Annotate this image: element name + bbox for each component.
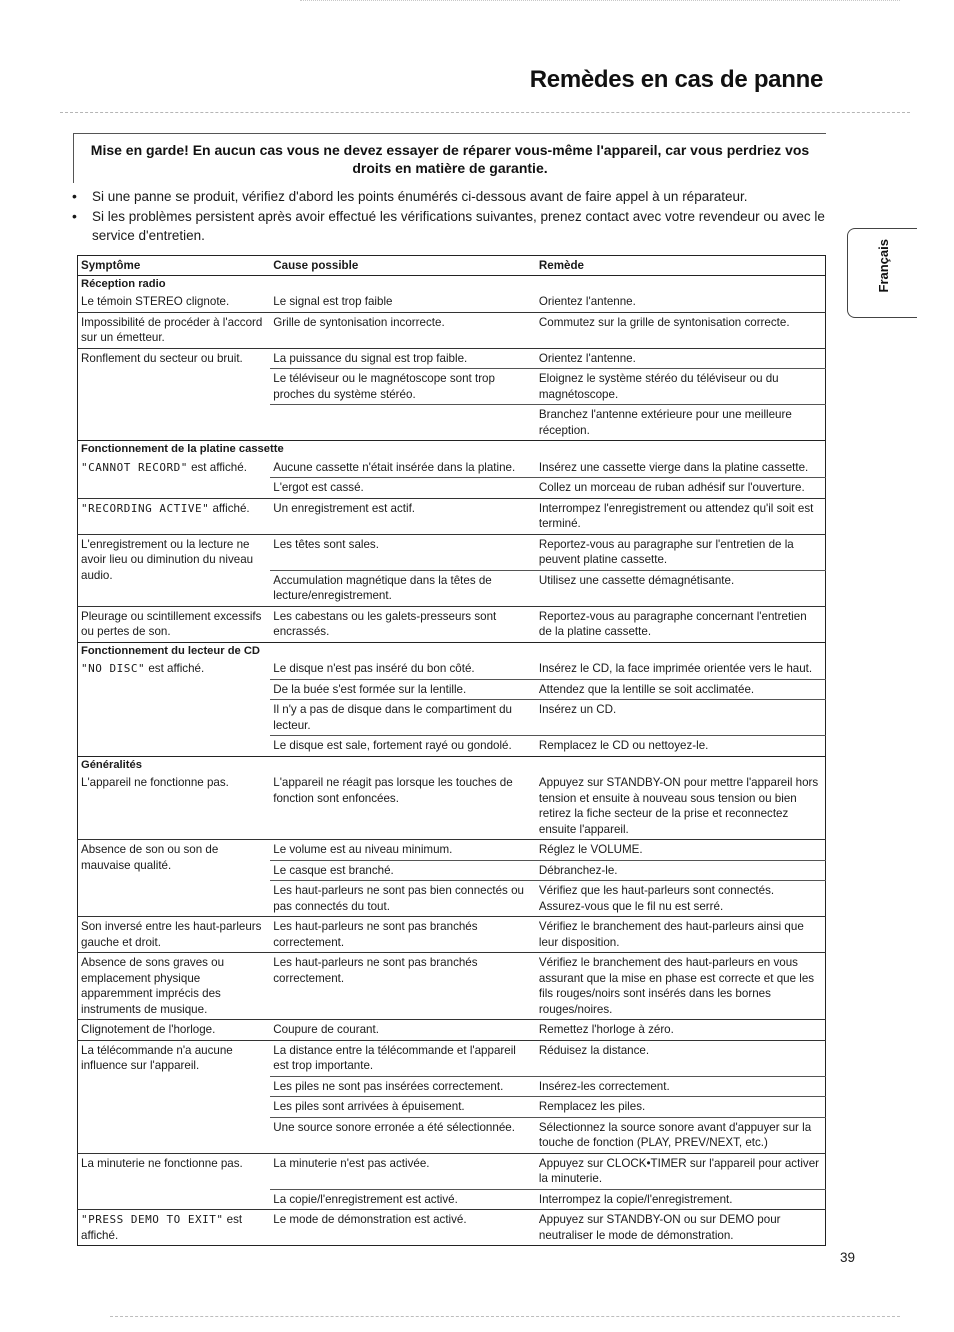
table-row	[78, 292, 826, 312]
cause-cell: Les piles ne sont pas insérées correctement.	[270, 1076, 536, 1097]
symptom-cell	[78, 1020, 271, 1041]
table-row	[78, 917, 826, 953]
display-message: "RECORDING ACTIVE"	[81, 501, 210, 515]
symptom-text: Absence de sons graves ou emplacement physique apparemment imprécis des instruments de musique.	[81, 956, 225, 1016]
table-body	[78, 275, 826, 1246]
cause-cell: Les haut-parleurs ne sont pas bien connectés ou pas connectés du tout.	[270, 881, 536, 917]
table-row	[78, 1153, 826, 1189]
table-row	[78, 1210, 826, 1246]
divider	[60, 112, 910, 113]
table-header-row	[78, 256, 826, 276]
remedy-cell: Réglez le VOLUME.	[536, 840, 826, 861]
remedy-cell: Appuyez sur STANDBY-ON pour mettre l'appareil hors tension et ensuite à nouveau sous tension ou bien retirez la fiche secteur de la prise et reconnectez ensuite l'appareil.	[538, 776, 819, 836]
divider	[110, 1316, 900, 1317]
cause-cell: Le mode de démonstration est activé.	[270, 1210, 536, 1246]
remedy-cell: Vérifiez que les haut-parleurs sont connectés. Assurez-vous que le fil nu est serré.	[536, 881, 826, 917]
remedy-cell: Branchez l'antenne extérieure pour une meilleure réception.	[536, 405, 826, 441]
cause-cell: Le signal est trop faible	[273, 295, 393, 308]
symptom-text: La minuterie ne fonctionne pas.	[81, 1156, 243, 1170]
remedy-cell: Attendez que la lentille se soit acclimatée.	[536, 679, 826, 700]
remedy-cell: Reportez-vous au paragraphe sur l'entretien de la peuvent platine cassette.	[536, 534, 826, 570]
cause-cell: Grille de syntonisation incorrecte.	[270, 312, 536, 348]
table-row	[78, 534, 826, 570]
section-row	[78, 275, 826, 292]
symptom-cell	[78, 1153, 271, 1210]
table-row	[78, 312, 826, 348]
symptom-cell	[78, 773, 271, 840]
symptom-text: L'enregistrement ou la lecture ne avoir lieu ou diminution du niveau audio.	[81, 537, 254, 582]
symptom-cell	[78, 1210, 271, 1246]
bullet-icon: •	[72, 208, 77, 224]
remedy-cell: Vérifiez le branchement des haut-parleurs ainsi que leur disposition.	[536, 917, 826, 953]
symptom-cell	[78, 659, 271, 756]
cause-cell	[270, 405, 536, 441]
scan-artifact	[300, 0, 900, 10]
remedy-cell: Remplacez les piles.	[536, 1097, 826, 1118]
table-row	[78, 1020, 826, 1041]
symptom-cell	[78, 312, 271, 348]
remedy-cell: Orientez l'antenne.	[538, 295, 636, 308]
cause-cell: L'appareil ne réagit pas lorsque les touches de fonction sont enfoncées.	[273, 776, 513, 805]
symptom-text: Impossibilité de procéder à l'accord sur un émetteur.	[81, 315, 263, 344]
symptom-text: Pleurage ou scintillement excessifs ou pertes de son.	[81, 609, 262, 638]
symptom-text: La télécommande n'a aucune influence sur l'appareil.	[81, 1043, 233, 1072]
remedy-cell: Vérifiez le branchement des haut-parleurs en vous assurant que la mise en phase est correcte et que les fils rouges/noirs sont insérés dans les bornes rouges/noires.	[536, 953, 826, 1020]
troubleshooting-table	[77, 255, 826, 1246]
symptom-text: Ronflement du secteur ou bruit.	[81, 351, 243, 365]
symptom-cell	[78, 917, 271, 953]
symptom-cell	[78, 953, 271, 1020]
symptom-cell	[78, 840, 271, 917]
section-row	[78, 441, 826, 458]
cause-cell: Le disque est sale, fortement rayé ou gondolé.	[270, 736, 536, 757]
table-row	[78, 1040, 826, 1076]
cause-cell: Les haut-parleurs ne sont pas branchés correctement.	[270, 953, 536, 1020]
cause-cell: Une source sonore erronée a été sélectionnée.	[270, 1117, 536, 1153]
symptom-cell	[78, 1040, 271, 1153]
header-remedy: Remède	[536, 256, 826, 276]
table-row	[78, 953, 826, 1020]
table-row	[78, 840, 826, 861]
remedy-cell: Remplacez le CD ou nettoyez-le.	[536, 736, 826, 757]
symptom-text: Le témoin STEREO clignote.	[81, 295, 230, 308]
cause-cell: Coupure de courant.	[270, 1020, 536, 1041]
cause-cell: Aucune cassette n'était insérée dans la platine.	[273, 460, 516, 474]
table-row	[78, 659, 826, 679]
display-message: "NO DISC"	[81, 662, 146, 675]
table-row	[78, 458, 826, 478]
display-message: "CANNOT RECORD"	[81, 460, 188, 474]
header-symptom: Symptôme	[78, 256, 271, 276]
remedy-cell: Réduisez la distance.	[536, 1040, 826, 1076]
symptom-cell	[78, 292, 271, 312]
symptom-cell	[78, 534, 271, 606]
bullet-text: Si les problèmes persistent après avoir effectué les vérifications suivantes, prenez contact avec votre revendeur ou avec le service d'entretien.	[92, 209, 825, 243]
symptom-text: est affiché.	[187, 460, 247, 474]
symptom-text: affiché.	[209, 501, 250, 515]
remedy-cell: Appuyez sur STANDBY-ON ou sur DEMO pour neutraliser le mode de démonstration.	[536, 1210, 826, 1246]
remedy-cell: Insérez une cassette vierge dans la platine cassette.	[538, 460, 809, 474]
symptom-text: est affiché.	[145, 662, 205, 675]
remedy-cell: Débranchez-le.	[536, 860, 826, 881]
cause-cell: Le volume est au niveau minimum.	[270, 840, 536, 861]
page-number: 39	[840, 1250, 856, 1265]
language-label: Français	[876, 239, 891, 293]
symptom-cell	[78, 498, 271, 534]
cause-cell: Accumulation magnétique dans la têtes de lecture/enregistrement.	[270, 570, 536, 606]
symptom-cell	[78, 348, 271, 441]
cause-cell: La puissance du signal est trop faible.	[270, 348, 536, 369]
cause-cell: Les haut-parleurs ne sont pas branchés correctement.	[270, 917, 536, 953]
remedy-cell: Orientez l'antenne.	[536, 348, 826, 369]
remedy-cell: Commutez sur la grille de syntonisation correcte.	[536, 312, 826, 348]
table-row	[78, 498, 826, 534]
remedy-cell: Interrompez la copie/l'enregistrement.	[536, 1189, 826, 1210]
table-row	[78, 348, 826, 369]
bullet-list	[70, 187, 830, 246]
remedy-cell: Insérez le CD, la face imprimée orientée vers le haut.	[538, 662, 813, 675]
remedy-cell: Sélectionnez la source sonore avant d'appuyer sur la touche de fonction (PLAY, PREV/NEXT, etc.)	[536, 1117, 826, 1153]
cause-cell: La copie/l'enregistrement est activé.	[270, 1189, 536, 1210]
bullet-icon: •	[72, 188, 77, 204]
symptom-text: Son inversé entre les haut-parleurs gauche et droit.	[81, 920, 262, 949]
cause-cell: De la buée s'est formée sur la lentille.	[270, 679, 536, 700]
symptom-cell	[78, 606, 271, 642]
remedy-cell: Insérez-les correctement.	[536, 1076, 826, 1097]
section-title: Fonctionnement du lecteur de CD	[78, 642, 826, 659]
cause-cell: La distance entre la télécommande et l'appareil est trop importante.	[270, 1040, 536, 1076]
symptom-text: Clignotement de l'horloge.	[81, 1023, 216, 1036]
section-title: Fonctionnement de la platine cassette	[78, 441, 826, 458]
cause-cell: Le téléviseur ou le magnétoscope sont trop proches du système stéréo.	[270, 369, 536, 405]
header-cause: Cause possible	[270, 256, 536, 276]
section-title: Réception radio	[78, 275, 826, 292]
symptom-text: L'appareil ne fonctionne pas.	[81, 776, 229, 789]
remedy-cell: Collez un morceau de ruban adhésif sur l'ouverture.	[536, 478, 826, 499]
symptom-text: est affiché.	[81, 1213, 243, 1242]
symptom-text: Absence de son ou son de mauvaise qualité.	[81, 843, 219, 872]
section-row	[78, 642, 826, 659]
warning-text: Mise en garde! En aucun cas vous ne devez essayer de réparer vous-même l'appareil, car vous perdriez vos droits en matière de garantie.	[90, 142, 810, 176]
section-row	[78, 756, 826, 773]
remedy-cell: Insérez un CD.	[536, 700, 826, 736]
page-title: Remèdes en cas de panne	[529, 66, 823, 93]
language-tab	[847, 228, 917, 318]
cause-cell: L'ergot est cassé.	[270, 478, 536, 499]
cause-cell: Le casque est branché.	[270, 860, 536, 881]
remedy-cell: Eloignez le système stéréo du téléviseur ou du magnétoscope.	[536, 369, 826, 405]
remedy-cell: Utilisez une cassette démagnétisante.	[536, 570, 826, 606]
remedy-cell: Interrompez l'enregistrement ou attendez qu'il soit est terminé.	[536, 498, 826, 534]
cause-cell: Un enregistrement est actif.	[270, 498, 536, 534]
display-message: "PRESS DEMO TO EXIT"	[81, 1213, 224, 1226]
cause-cell: Les piles sont arrivées à épuisement.	[270, 1097, 536, 1118]
cause-cell: La minuterie n'est pas activée.	[270, 1153, 536, 1189]
cause-cell: Le disque n'est pas inséré du bon côté.	[273, 662, 475, 675]
bullet-text: Si une panne se produit, vérifiez d'abord les points énumérés ci-dessous avant de faire appel à un réparateur.	[92, 189, 748, 204]
remedy-cell: Appuyez sur CLOCK•TIMER sur l'appareil pour activer la minuterie.	[536, 1153, 826, 1189]
remedy-cell: Reportez-vous au paragraphe concernant l'entretien de la platine cassette.	[536, 606, 826, 642]
cause-cell: Les cabestans ou les galets-presseurs sont encrassés.	[270, 606, 536, 642]
cause-cell: Les têtes sont sales.	[270, 534, 536, 570]
symptom-cell	[78, 458, 271, 499]
table-row	[78, 773, 826, 840]
table-row	[78, 606, 826, 642]
section-title: Généralités	[78, 756, 826, 773]
bullet-item	[70, 187, 830, 206]
bullet-item	[70, 207, 830, 245]
cause-cell: Il n'y a pas de disque dans le compartiment du lecteur.	[270, 700, 536, 736]
remedy-cell: Remettez l'horloge à zéro.	[536, 1020, 826, 1041]
